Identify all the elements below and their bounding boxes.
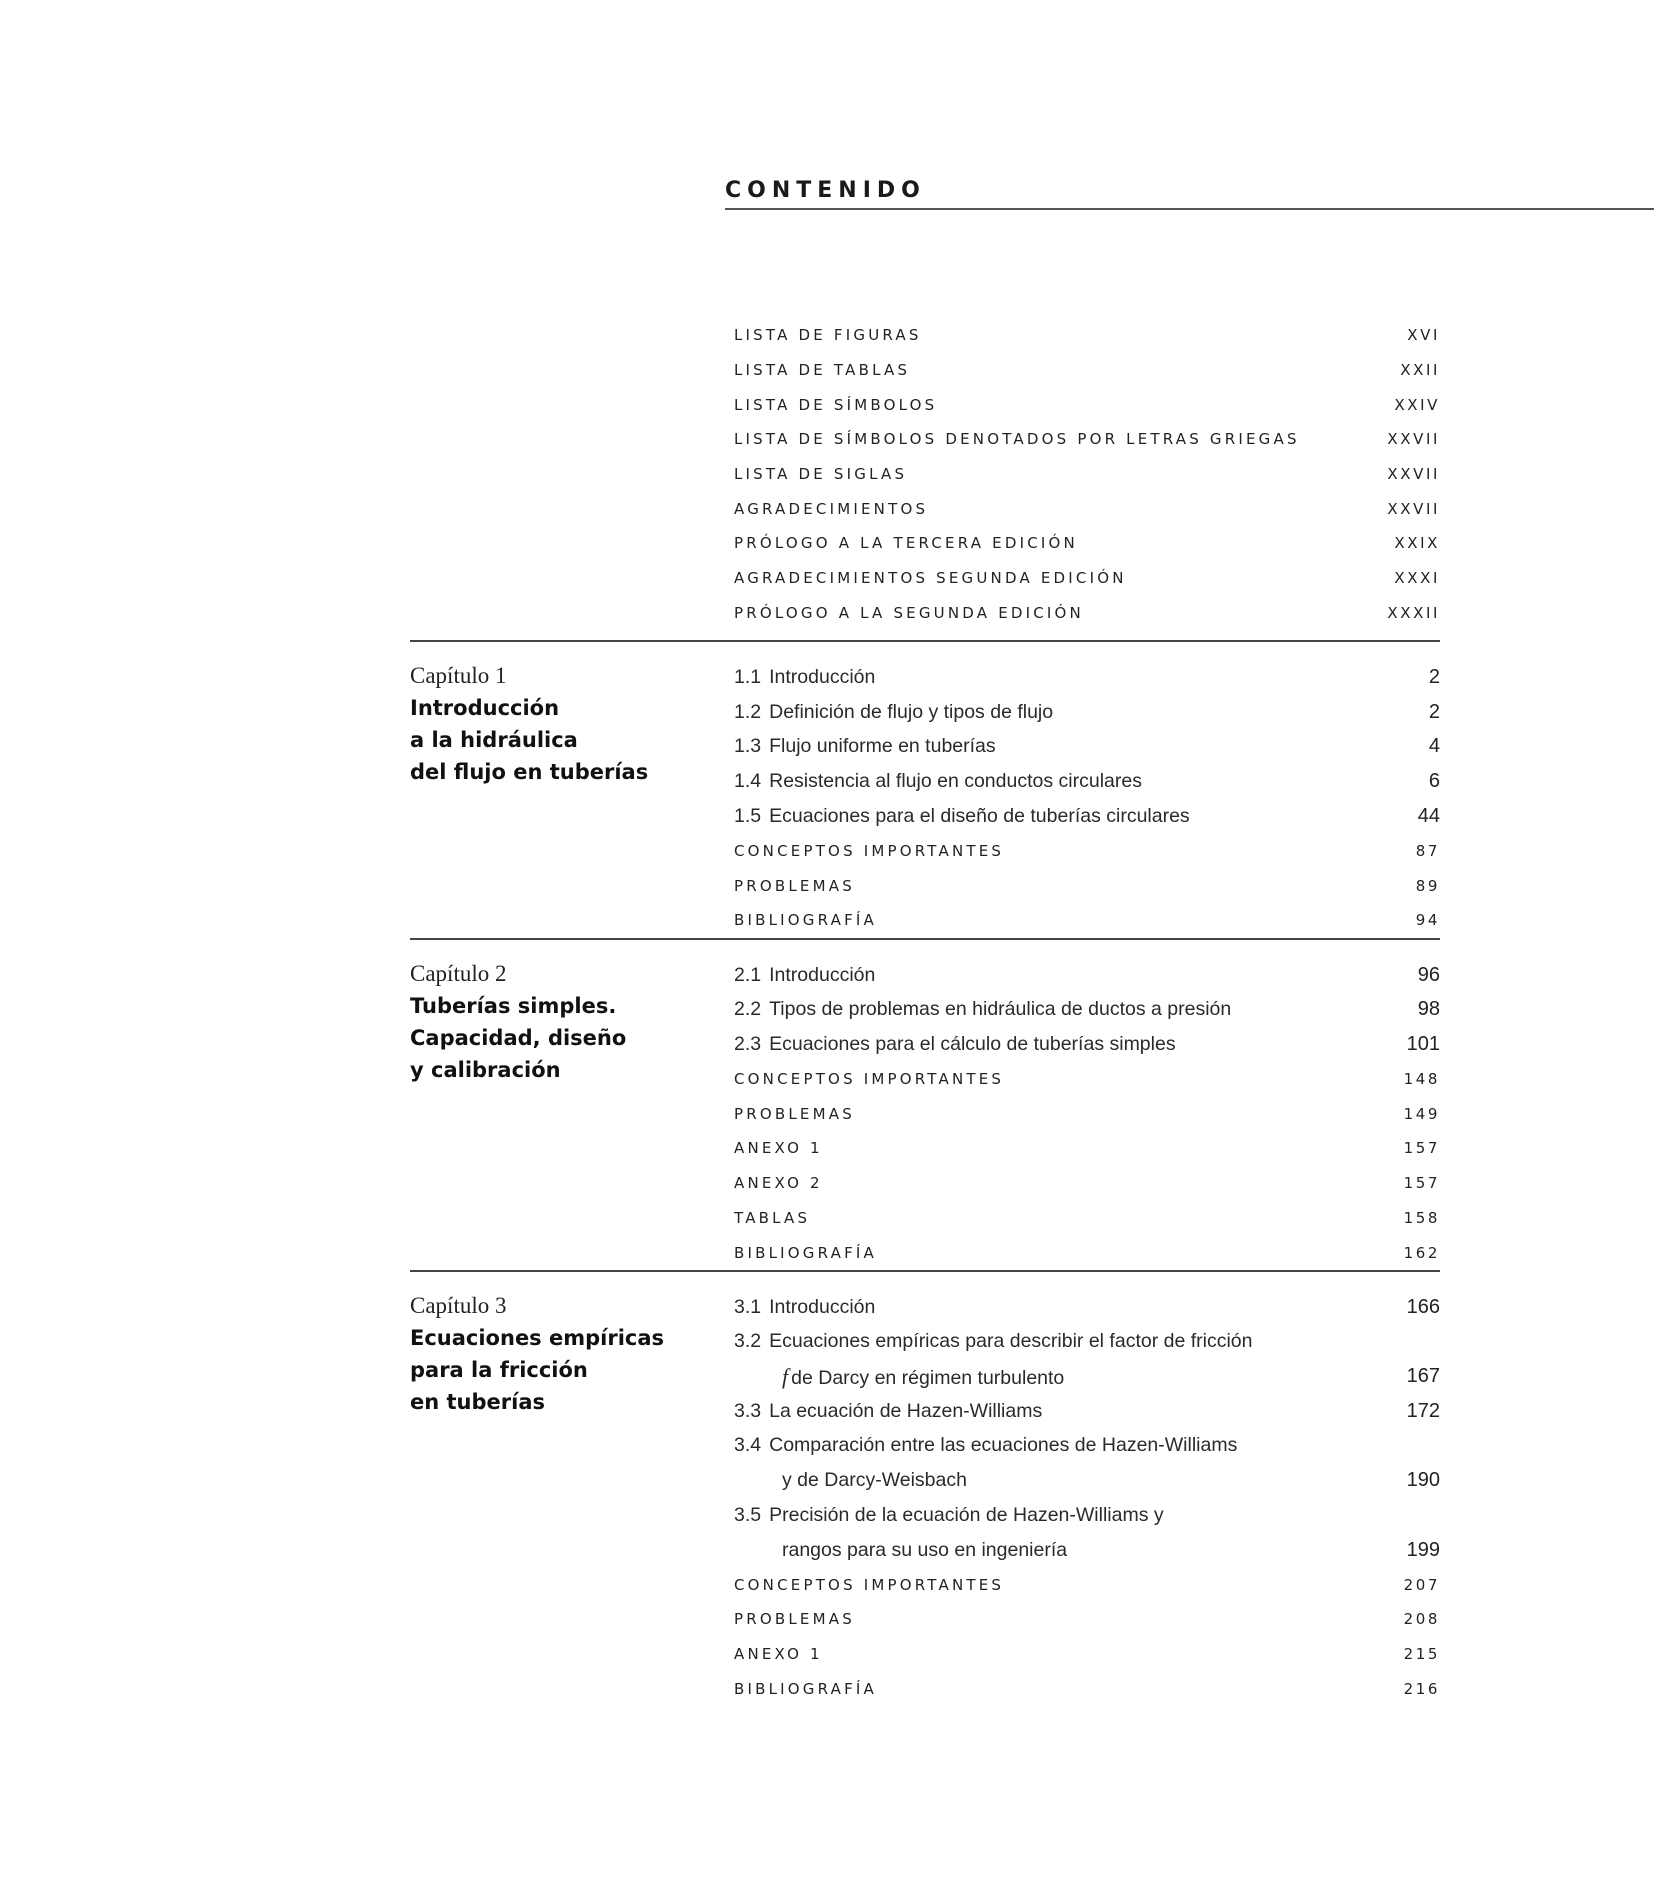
chapter-heading: [410, 958, 734, 1270]
entry-label: ANEXO 2: [734, 1174, 823, 1193]
entry-label-group: [734, 1209, 1360, 1227]
chapter-entries: [734, 660, 1440, 938]
entry-label: LISTA DE FIGURAS: [734, 326, 922, 345]
entry-label: AGRADECIMIENTOS SEGUNDA EDICIÓN: [734, 569, 1127, 588]
toc-entry[interactable]: [734, 353, 1440, 388]
entry-label-group: [734, 998, 1360, 1021]
entry-page: XXXI: [1394, 569, 1440, 588]
chapter-number: Capítulo 1: [410, 663, 507, 689]
toc-entry[interactable]: [734, 1429, 1440, 1464]
entry-label-group: [734, 877, 1360, 895]
chapter-title-line: Ecuaciones empíricas: [410, 1325, 665, 1350]
chapter-entries: [734, 1290, 1440, 1706]
entry-label: CONCEPTOS IMPORTANTES: [734, 841, 1005, 860]
entry-label-group: [734, 770, 1360, 793]
entry-label-group: [734, 911, 1360, 929]
toc-entry[interactable]: [734, 1325, 1440, 1360]
toc-entry[interactable]: [734, 387, 1440, 422]
toc-entry[interactable]: [734, 1131, 1440, 1166]
entry-page: XXII: [1400, 361, 1440, 380]
entry-page: 44: [1417, 804, 1440, 827]
entry-label: LISTA DE SIGLAS: [734, 465, 908, 484]
entry-number: 2.2: [734, 998, 762, 1021]
entry-label: LISTA DE SÍMBOLOS DENOTADOS POR LETRAS GRIEGAS: [734, 430, 1300, 449]
chapter-section: [410, 1270, 1440, 1706]
entry-label-group: [734, 805, 1360, 828]
entry-label: ANEXO 1: [734, 1645, 823, 1664]
entry-label: LISTA DE SÍMBOLOS: [734, 395, 938, 414]
entry-page: XVI: [1407, 326, 1440, 345]
toc-entry[interactable]: [734, 526, 1440, 561]
entry-page: 166: [1406, 1295, 1440, 1318]
toc-entry[interactable]: [734, 491, 1440, 526]
entry-page: 207: [1403, 1575, 1440, 1594]
entry-label: PRÓLOGO A LA SEGUNDA EDICIÓN: [734, 603, 1084, 622]
chapter-title-line: Capacidad, diseño: [410, 1025, 627, 1050]
chapter-block: [410, 958, 1440, 1270]
chapter-entries: [734, 958, 1440, 1270]
toc-entry[interactable]: [734, 903, 1440, 938]
entry-label: Precisión de la ecuación de Hazen-Williams y: [769, 1503, 1164, 1526]
entry-label-group: [734, 1364, 1360, 1390]
toc-entry[interactable]: [734, 958, 1440, 993]
entry-page: 4: [1428, 735, 1440, 758]
toc-entry[interactable]: [734, 868, 1440, 903]
toc-entry[interactable]: [734, 799, 1440, 834]
chapter-block: [410, 660, 1440, 938]
toc-entry[interactable]: [734, 834, 1440, 869]
entry-label-group: [734, 1139, 1360, 1157]
toc-entry[interactable]: [734, 561, 1440, 596]
entry-number: 1.4: [734, 770, 762, 793]
entry-page: 87: [1415, 841, 1440, 860]
entry-label-group: [734, 1400, 1360, 1423]
chapter-title-line: Tuberías simples.: [410, 993, 617, 1018]
toc-entry[interactable]: [734, 730, 1440, 765]
entry-page: 172: [1406, 1399, 1440, 1422]
entry-page: 190: [1406, 1469, 1440, 1492]
entry-label: Introducción: [769, 666, 876, 689]
toc-entry[interactable]: [734, 1602, 1440, 1637]
entry-page: 149: [1403, 1104, 1440, 1123]
toc-entry[interactable]: [734, 695, 1440, 730]
toc-entry[interactable]: [734, 457, 1440, 492]
entry-number: 2.1: [734, 963, 762, 986]
entry-number: 2.3: [734, 1032, 762, 1055]
entry-label: Flujo uniforme en tuberías: [769, 735, 996, 758]
entry-label-group: [734, 1070, 1360, 1088]
entry-label-group: [734, 1296, 1360, 1319]
entry-label-group: [734, 1680, 1360, 1698]
chapter-section: [410, 938, 1440, 1270]
entry-page: XXIV: [1394, 395, 1440, 414]
chapter-number: Capítulo 2: [410, 960, 507, 986]
chapter-number: Capítulo 3: [410, 1292, 507, 1318]
entry-label: Introducción: [769, 963, 876, 986]
entry-label-group: [734, 666, 1360, 689]
entry-label: y de Darcy-Weisbach: [782, 1469, 967, 1492]
entry-label: La ecuación de Hazen-Williams: [769, 1399, 1043, 1422]
entry-label-group: [734, 842, 1360, 860]
entry-label-group: [734, 1033, 1360, 1056]
toc-entry[interactable]: [734, 1166, 1440, 1201]
toc-entry[interactable]: [734, 318, 1440, 353]
chapter-title: [410, 990, 734, 1086]
toc-entry[interactable]: [734, 596, 1440, 631]
entry-label-group: [734, 1330, 1360, 1353]
entry-label: Ecuaciones para el diseño de tuberías circulares: [769, 804, 1190, 827]
entry-page: XXIX: [1394, 534, 1440, 553]
entry-page: 167: [1406, 1365, 1440, 1388]
toc-entry[interactable]: [734, 1567, 1440, 1602]
entry-label: Definición de flujo y tipos de flujo: [769, 700, 1054, 723]
entry-label-group: [734, 964, 1360, 987]
chapter-title-line: Introducción: [410, 696, 560, 721]
entry-page: 94: [1415, 911, 1440, 930]
entry-label-group: [734, 1645, 1360, 1663]
entry-number: 1.3: [734, 735, 762, 758]
title-rule: [725, 208, 1654, 210]
chapter-title-line: en tuberías: [410, 1389, 545, 1414]
entry-page: 162: [1403, 1243, 1440, 1262]
entry-label: Ecuaciones para el cálculo de tuberías simples: [769, 1032, 1176, 1055]
entry-page: XXVII: [1387, 465, 1440, 484]
entry-page: 199: [1406, 1538, 1440, 1561]
entry-page: 216: [1403, 1679, 1440, 1698]
entry-label-group: [734, 735, 1360, 758]
chapter-title-line: para la fricción: [410, 1357, 588, 1382]
entry-number: 3.4: [734, 1434, 762, 1457]
entry-page: XXXII: [1387, 603, 1440, 622]
entry-label-group: [734, 1469, 1360, 1492]
toc-entry[interactable]: [734, 1533, 1440, 1568]
entry-page: 98: [1417, 998, 1440, 1021]
chapter-heading: [410, 660, 734, 938]
entry-number: 3.2: [734, 1330, 762, 1353]
toc-entry[interactable]: [734, 1498, 1440, 1533]
toc-entry[interactable]: [734, 1201, 1440, 1236]
entry-page: 158: [1403, 1208, 1440, 1227]
entry-label: PROBLEMAS: [734, 1104, 855, 1123]
toc-entry[interactable]: [734, 1359, 1440, 1394]
chapter-title: [410, 692, 734, 788]
entry-page: 157: [1403, 1174, 1440, 1193]
chapter-title-line: a la hidráulica: [410, 728, 578, 753]
chapter-section: [410, 640, 1440, 938]
entry-label-group: [734, 1244, 1360, 1262]
entry-page: XXVII: [1387, 430, 1440, 449]
entry-page: XXVII: [1387, 499, 1440, 518]
chapter-title-line: y calibración: [410, 1057, 561, 1082]
entry-page: 2: [1428, 700, 1440, 723]
entry-label: de Darcy en régimen turbulento: [791, 1366, 1065, 1389]
toc-entry[interactable]: [734, 1062, 1440, 1097]
entry-label-group: [734, 1174, 1360, 1192]
entry-page: 157: [1403, 1139, 1440, 1158]
toc-entry[interactable]: [734, 660, 1440, 695]
entry-label: LISTA DE TABLAS: [734, 361, 911, 380]
entry-label-group: [734, 1504, 1360, 1527]
entry-number: 3.1: [734, 1295, 762, 1318]
toc-entry[interactable]: [734, 764, 1440, 799]
entry-label-group: [734, 1576, 1360, 1594]
entry-label: Tipos de problemas en hidráulica de ductos a presión: [769, 998, 1232, 1021]
toc-entry[interactable]: [734, 1235, 1440, 1270]
entry-label: AGRADECIMIENTOS: [734, 499, 929, 518]
entry-label: PRÓLOGO A LA TERCERA EDICIÓN: [734, 534, 1078, 553]
entry-label: BIBLIOGRAFÍA: [734, 911, 878, 930]
entry-label: PROBLEMAS: [734, 876, 855, 895]
front-matter-list: [410, 318, 1440, 630]
entry-number: 3.5: [734, 1503, 762, 1526]
entry-number: 3.3: [734, 1399, 762, 1422]
toc-entry[interactable]: [734, 1394, 1440, 1429]
toc-entry[interactable]: [734, 1290, 1440, 1325]
entry-label: CONCEPTOS IMPORTANTES: [734, 1070, 1005, 1089]
entry-italic-symbol: f: [782, 1363, 789, 1389]
entry-label: Comparación entre las ecuaciones de Hazen-Williams: [769, 1434, 1238, 1457]
entry-label: BIBLIOGRAFÍA: [734, 1243, 878, 1262]
entry-page: 6: [1428, 770, 1440, 793]
entry-label: TABLAS: [734, 1208, 811, 1227]
entry-number: 1.1: [734, 666, 762, 689]
entry-label: Resistencia al flujo en conductos circulares: [769, 770, 1142, 793]
chapter-title: [410, 1322, 734, 1418]
table-of-contents: [410, 318, 1440, 1706]
entry-page: 208: [1403, 1610, 1440, 1629]
entry-page: 148: [1403, 1070, 1440, 1089]
entry-page: 101: [1406, 1032, 1440, 1055]
chapter-title-line: del flujo en tuberías: [410, 760, 649, 785]
entry-label-group: [734, 1610, 1360, 1628]
toc-entry[interactable]: [734, 1671, 1440, 1706]
toc-entry[interactable]: [734, 992, 1440, 1027]
entry-number: 1.2: [734, 700, 762, 723]
page-title: CONTENIDO: [725, 178, 926, 203]
chapter-block: [410, 1290, 1440, 1706]
entry-label-group: [734, 701, 1360, 724]
entry-label: CONCEPTOS IMPORTANTES: [734, 1575, 1005, 1594]
toc-entry[interactable]: [734, 1637, 1440, 1672]
toc-entry[interactable]: [734, 422, 1440, 457]
entry-label-group: [734, 1105, 1360, 1123]
entry-page: 89: [1415, 876, 1440, 895]
entry-page: 2: [1428, 666, 1440, 689]
entry-label: rangos para su uso en ingeniería: [782, 1538, 1068, 1561]
entry-label: Ecuaciones empíricas para describir el factor de fricción: [769, 1330, 1253, 1353]
entry-label: PROBLEMAS: [734, 1610, 855, 1629]
entry-label-group: [734, 1539, 1360, 1562]
entry-page: 215: [1403, 1645, 1440, 1664]
chapters-list: [410, 640, 1440, 1706]
toc-entry[interactable]: [734, 1096, 1440, 1131]
entry-label: ANEXO 1: [734, 1139, 823, 1158]
toc-entry[interactable]: [734, 1463, 1440, 1498]
entry-label: Introducción: [769, 1295, 876, 1318]
entry-number: 1.5: [734, 804, 762, 827]
entry-label: BIBLIOGRAFÍA: [734, 1679, 878, 1698]
entry-label-group: [734, 1434, 1360, 1457]
chapter-heading: [410, 1290, 734, 1706]
toc-entry[interactable]: [734, 1027, 1440, 1062]
entry-page: 96: [1417, 963, 1440, 986]
